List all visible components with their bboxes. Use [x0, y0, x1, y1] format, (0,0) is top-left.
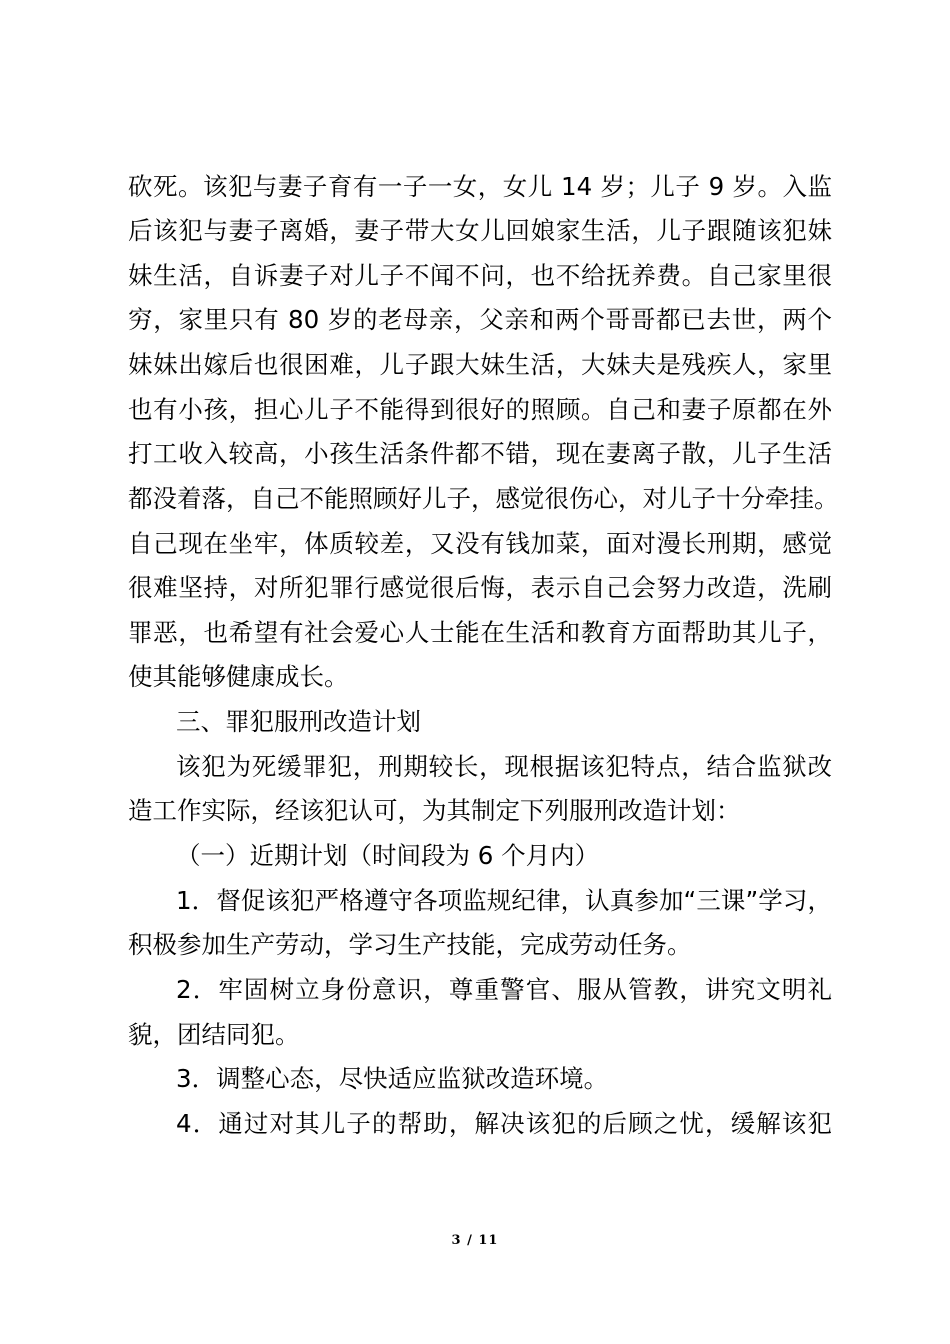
body-text-line: 造工作实际，经该犯认可，为其制定下列服刑改造计划：: [128, 796, 741, 825]
body-text-line: 积极参加生产劳动，学习生产技能，完成劳动任务。: [128, 930, 692, 959]
body-text-line: 罪恶，也希望有社会爱心人士能在生活和教育方面帮助其儿子，: [128, 618, 832, 647]
list-item-3: 3．调整心态，尽快适应监狱改造环境。: [176, 1064, 609, 1093]
body-text-line: 使其能够健康成长。: [128, 662, 349, 691]
body-text-line: 自己现在坐牢，体质较差，又没有钱加菜，面对漫长刑期，感觉: [128, 529, 832, 558]
body-text-line: 很难坚持，对所犯罪行感觉很后悔，表示自己会努力改造，洗刷: [128, 573, 832, 602]
body-text-line: 貌，团结同犯。: [128, 1020, 300, 1049]
body-text-line: 妹生活，自诉妻子对儿子不闻不问，也不给抚养费。自己家里很: [128, 261, 832, 290]
section-heading: 三、罪犯服刑改造计划: [176, 707, 421, 736]
body-text-line: 都没着落，自己不能照顾好儿子，感觉很伤心，对儿子十分牵挂。: [128, 484, 839, 513]
page-number: 3 / 11: [451, 1233, 499, 1248]
list-item-1: 1．督促该犯严格遵守各项监规纪律，认真参加“三课”学习，: [176, 886, 832, 915]
paragraph-first-line: 该犯为死缓罪犯，刑期较长，现根据该犯特点，结合监狱改: [176, 752, 832, 781]
subsection-heading: （一）近期计划（时间段为 6 个月内）: [176, 841, 600, 870]
list-item-4: 4．通过对其儿子的帮助，解决该犯的后顾之忧，缓解该犯: [176, 1109, 832, 1138]
body-text-line: 妹妹出嫁后也很困难，儿子跟大妹生活，大妹夫是残疾人，家里: [128, 350, 832, 379]
body-text-line: 打工收入较高，小孩生活条件都不错，现在妻离子散，儿子生活: [128, 439, 832, 468]
body-text-line: 也有小孩，担心儿子不能得到很好的照顾。自己和妻子原都在外: [128, 395, 832, 424]
body-text-line: 穷，家里只有 80 岁的老母亲，父亲和两个哥哥都已去世，两个: [128, 305, 832, 334]
body-text-line: 砍死。该犯与妻子育有一子一女，女儿 14 岁；儿子 9 岁。入监: [128, 172, 832, 201]
body-text-line: 后该犯与妻子离婚，妻子带大女儿回娘家生活，儿子跟随该犯妹: [128, 216, 832, 245]
list-item-2: 2．牢固树立身份意识，尊重警官、服从管教，讲究文明礼: [176, 975, 832, 1004]
